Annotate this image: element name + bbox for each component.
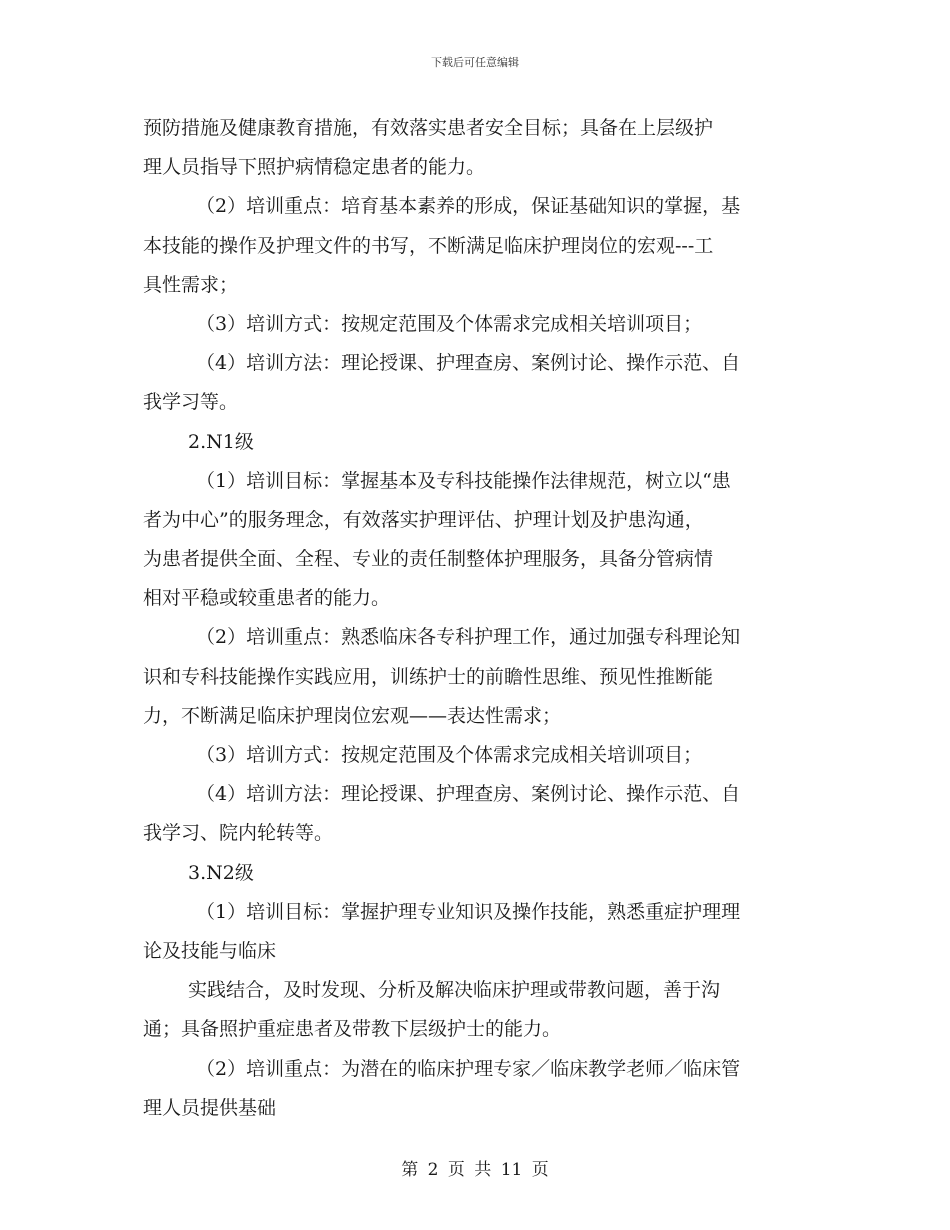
text-line: （2）培训重点：熟悉临床各专科护理工作，通过加强专科理论知 bbox=[196, 626, 741, 649]
text-line: 相对平稳或较重患者的能力。 bbox=[143, 587, 391, 610]
text-line: 理人员指导下照护病情稳定患者的能力。 bbox=[143, 156, 486, 179]
text-line: （1）培训目标：掌握基本及专科技能操作法律规范，树立以“患 bbox=[196, 469, 731, 492]
text-line: 为患者提供全面、全程、专业的责任制整体护理服务，具备分管病情 bbox=[143, 548, 714, 571]
text-line: （4）培训方法：理论授课、护理查房、案例讨论、操作示范、自 bbox=[196, 783, 741, 806]
text-line: 我学习、院内轮转等。 bbox=[143, 822, 334, 845]
page-footer: 第 2 页 共 11 页 bbox=[401, 1160, 549, 1180]
text-line: （3）培训方式：按规定范围及个体需求完成相关培训项目； bbox=[196, 744, 703, 766]
text-line: （2）培训重点：培育基本素养的形成，保证基础知识的掌握，基 bbox=[196, 195, 741, 218]
text-line: 识和专科技能操作实践应用，训练护士的前瞻性思维、预见性推断能 bbox=[143, 665, 714, 688]
text-line: （2）培训重点：为潜在的临床护理专家／临床教学老师／临床管 bbox=[196, 1057, 741, 1080]
document-body bbox=[143, 109, 808, 1128]
text-line: 具性需求； bbox=[143, 273, 239, 296]
text-line: 实践结合，及时发现、分析及解决临床护理或带教问题，善于沟 bbox=[188, 979, 721, 1002]
section-heading: 2.N1级 bbox=[188, 430, 254, 453]
page-header: 下载后可任意编辑 bbox=[431, 56, 519, 69]
text-line: （3）培训方式：按规定范围及个体需求完成相关培训项目； bbox=[196, 312, 703, 335]
text-line: 理人员提供基础 bbox=[143, 1096, 277, 1119]
text-line: 通；具备照护重症患者及带教下层级护士的能力。 bbox=[143, 1018, 562, 1041]
text-line: 预防措施及健康教育措施，有效落实患者安全目标；具备在上层级护 bbox=[143, 117, 714, 139]
text-line: 我学习等。 bbox=[143, 391, 239, 414]
text-line: 论及技能与临床 bbox=[143, 939, 277, 962]
section-heading: 3.N2级 bbox=[188, 861, 254, 884]
text-line: （1）培训目标：掌握护理专业知识及操作技能，熟悉重症护理理 bbox=[196, 900, 741, 923]
text-line: 力，不断满足临床护理岗位宏观——表达性需求； bbox=[143, 704, 562, 727]
text-line: （4）培训方法：理论授课、护理查房、案例讨论、操作示范、自 bbox=[196, 352, 741, 375]
text-line: 者为中心”的服务理念，有效落实护理评估、护理计划及护患沟通， bbox=[143, 508, 704, 531]
text-line: 本技能的操作及护理文件的书写，不断满足临床护理岗位的宏观---工 bbox=[143, 234, 714, 257]
